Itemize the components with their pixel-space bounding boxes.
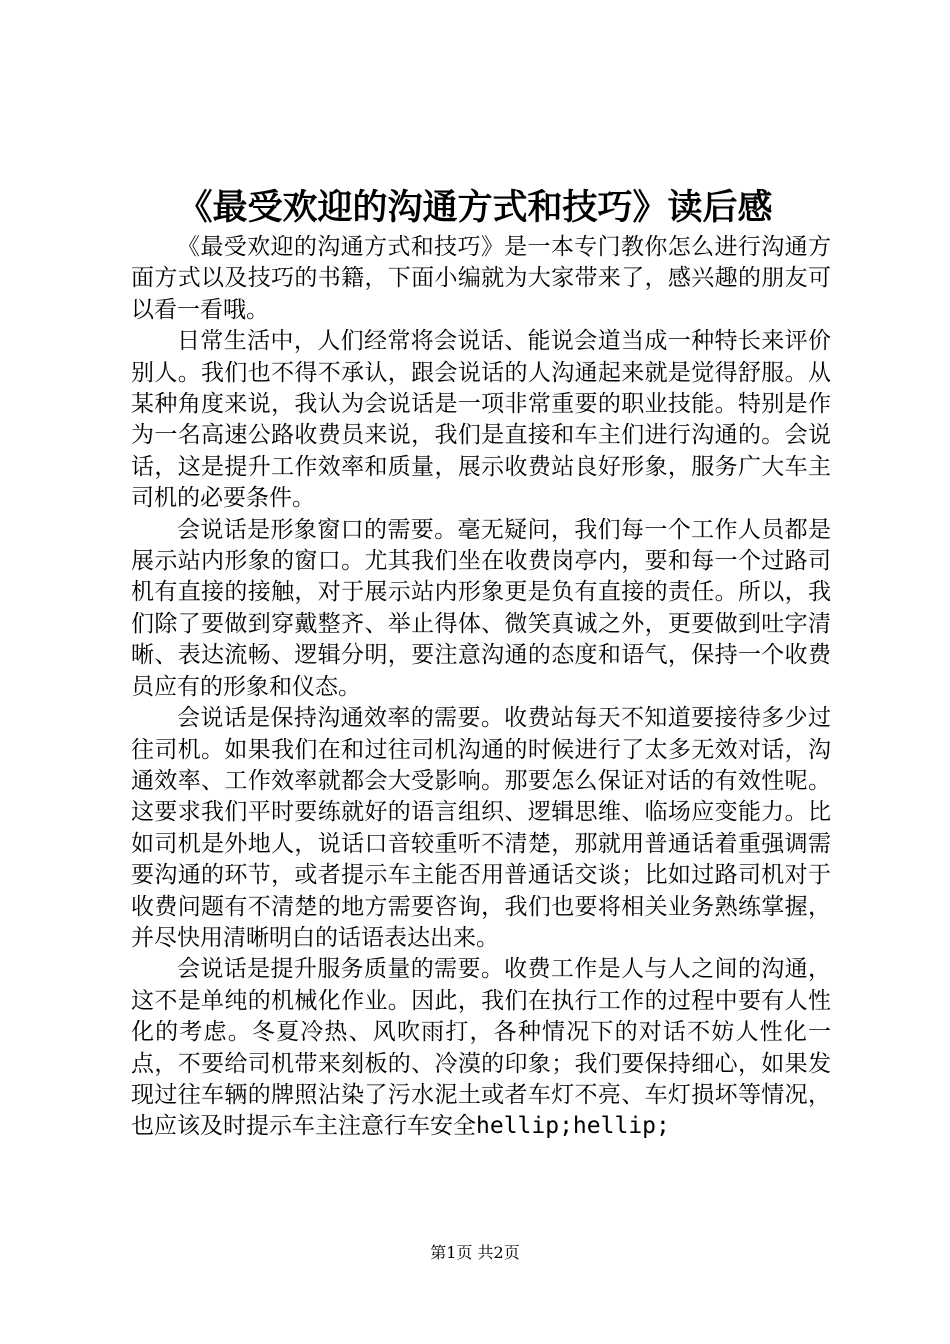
paragraph-daily-life: 日常生活中，人们经常将会说话、能说会道当成一种特长来评价别人。我们也不得不承认，跟会说话的人沟通起来就是觉得舒服。从某种角度来说，我认为会说话是一项非常重要的职业技能。特别是作为一名高速公路收费员来说，我们是直接和车主们进行沟通的。会说话，这是提升工作效率和质量，展示收费站良好形象，服务广大车主司机的必要条件。 bbox=[131, 328, 831, 512]
paragraph-service-quality: 会说话是提升服务质量的需要。收费工作是人与人之间的沟通，这不是单纯的机械化作业。因此，我们在执行工作的过程中要有人性化的考虑。冬夏冷热、风吹雨打，各种情况下的对话不妨人性化一点，不要给司机带来刻板的、冷漠的印象；我们要保持细心，如果发现过往车辆的牌照沾染了污水泥土或者车灯不亮、车灯损坏等情况，也应该及时提示车主注意行车安全hellip;hellip; bbox=[131, 956, 831, 1140]
paragraph-efficiency: 会说话是保持沟通效率的需要。收费站每天不知道要接待多少过往司机。如果我们在和过往司机沟通的时候进行了太多无效对话，沟通效率、工作效率就都会大受影响。那要怎么保证对话的有效性呢。这要求我们平时要练就好的语言组织、逻辑思维、临场应变能力。比如司机是外地人，说话口音较重听不清楚，那就用普通话着重强调需要沟通的环节，或者提示车主能否用普通话交谈；比如过路司机对于收费问题有不清楚的地方需要咨询，我们也要将相关业务熟练掌握，并尽快用清晰明白的话语表达出来。 bbox=[131, 705, 831, 951]
page-title: 《最受欢迎的沟通方式和技巧》读后感 bbox=[177, 187, 773, 228]
paragraph-intro: 《最受欢迎的沟通方式和技巧》是一本专门教你怎么进行沟通方面方式以及技巧的书籍，下面小编就为大家带来了，感兴趣的朋友可以看一看哦。 bbox=[131, 234, 831, 323]
document-body bbox=[131, 232, 831, 1143]
paragraph-image-window: 会说话是形象窗口的需要。毫无疑问，我们每一个工作人员都是展示站内形象的窗口。尤其我们坐在收费岗亭内，要和每一个过路司机有直接的接触，对于展示站内形象更是负有直接的责任。所以，我们除了要做到穿戴整齐、举止得体、微笑真诚之外，更要做到吐字清晰、表达流畅、逻辑分明，要注意沟通的态度和语气，保持一个收费员应有的形象和仪态。 bbox=[131, 516, 831, 700]
page-footer: 第1页 共2页 bbox=[430, 1243, 520, 1262]
